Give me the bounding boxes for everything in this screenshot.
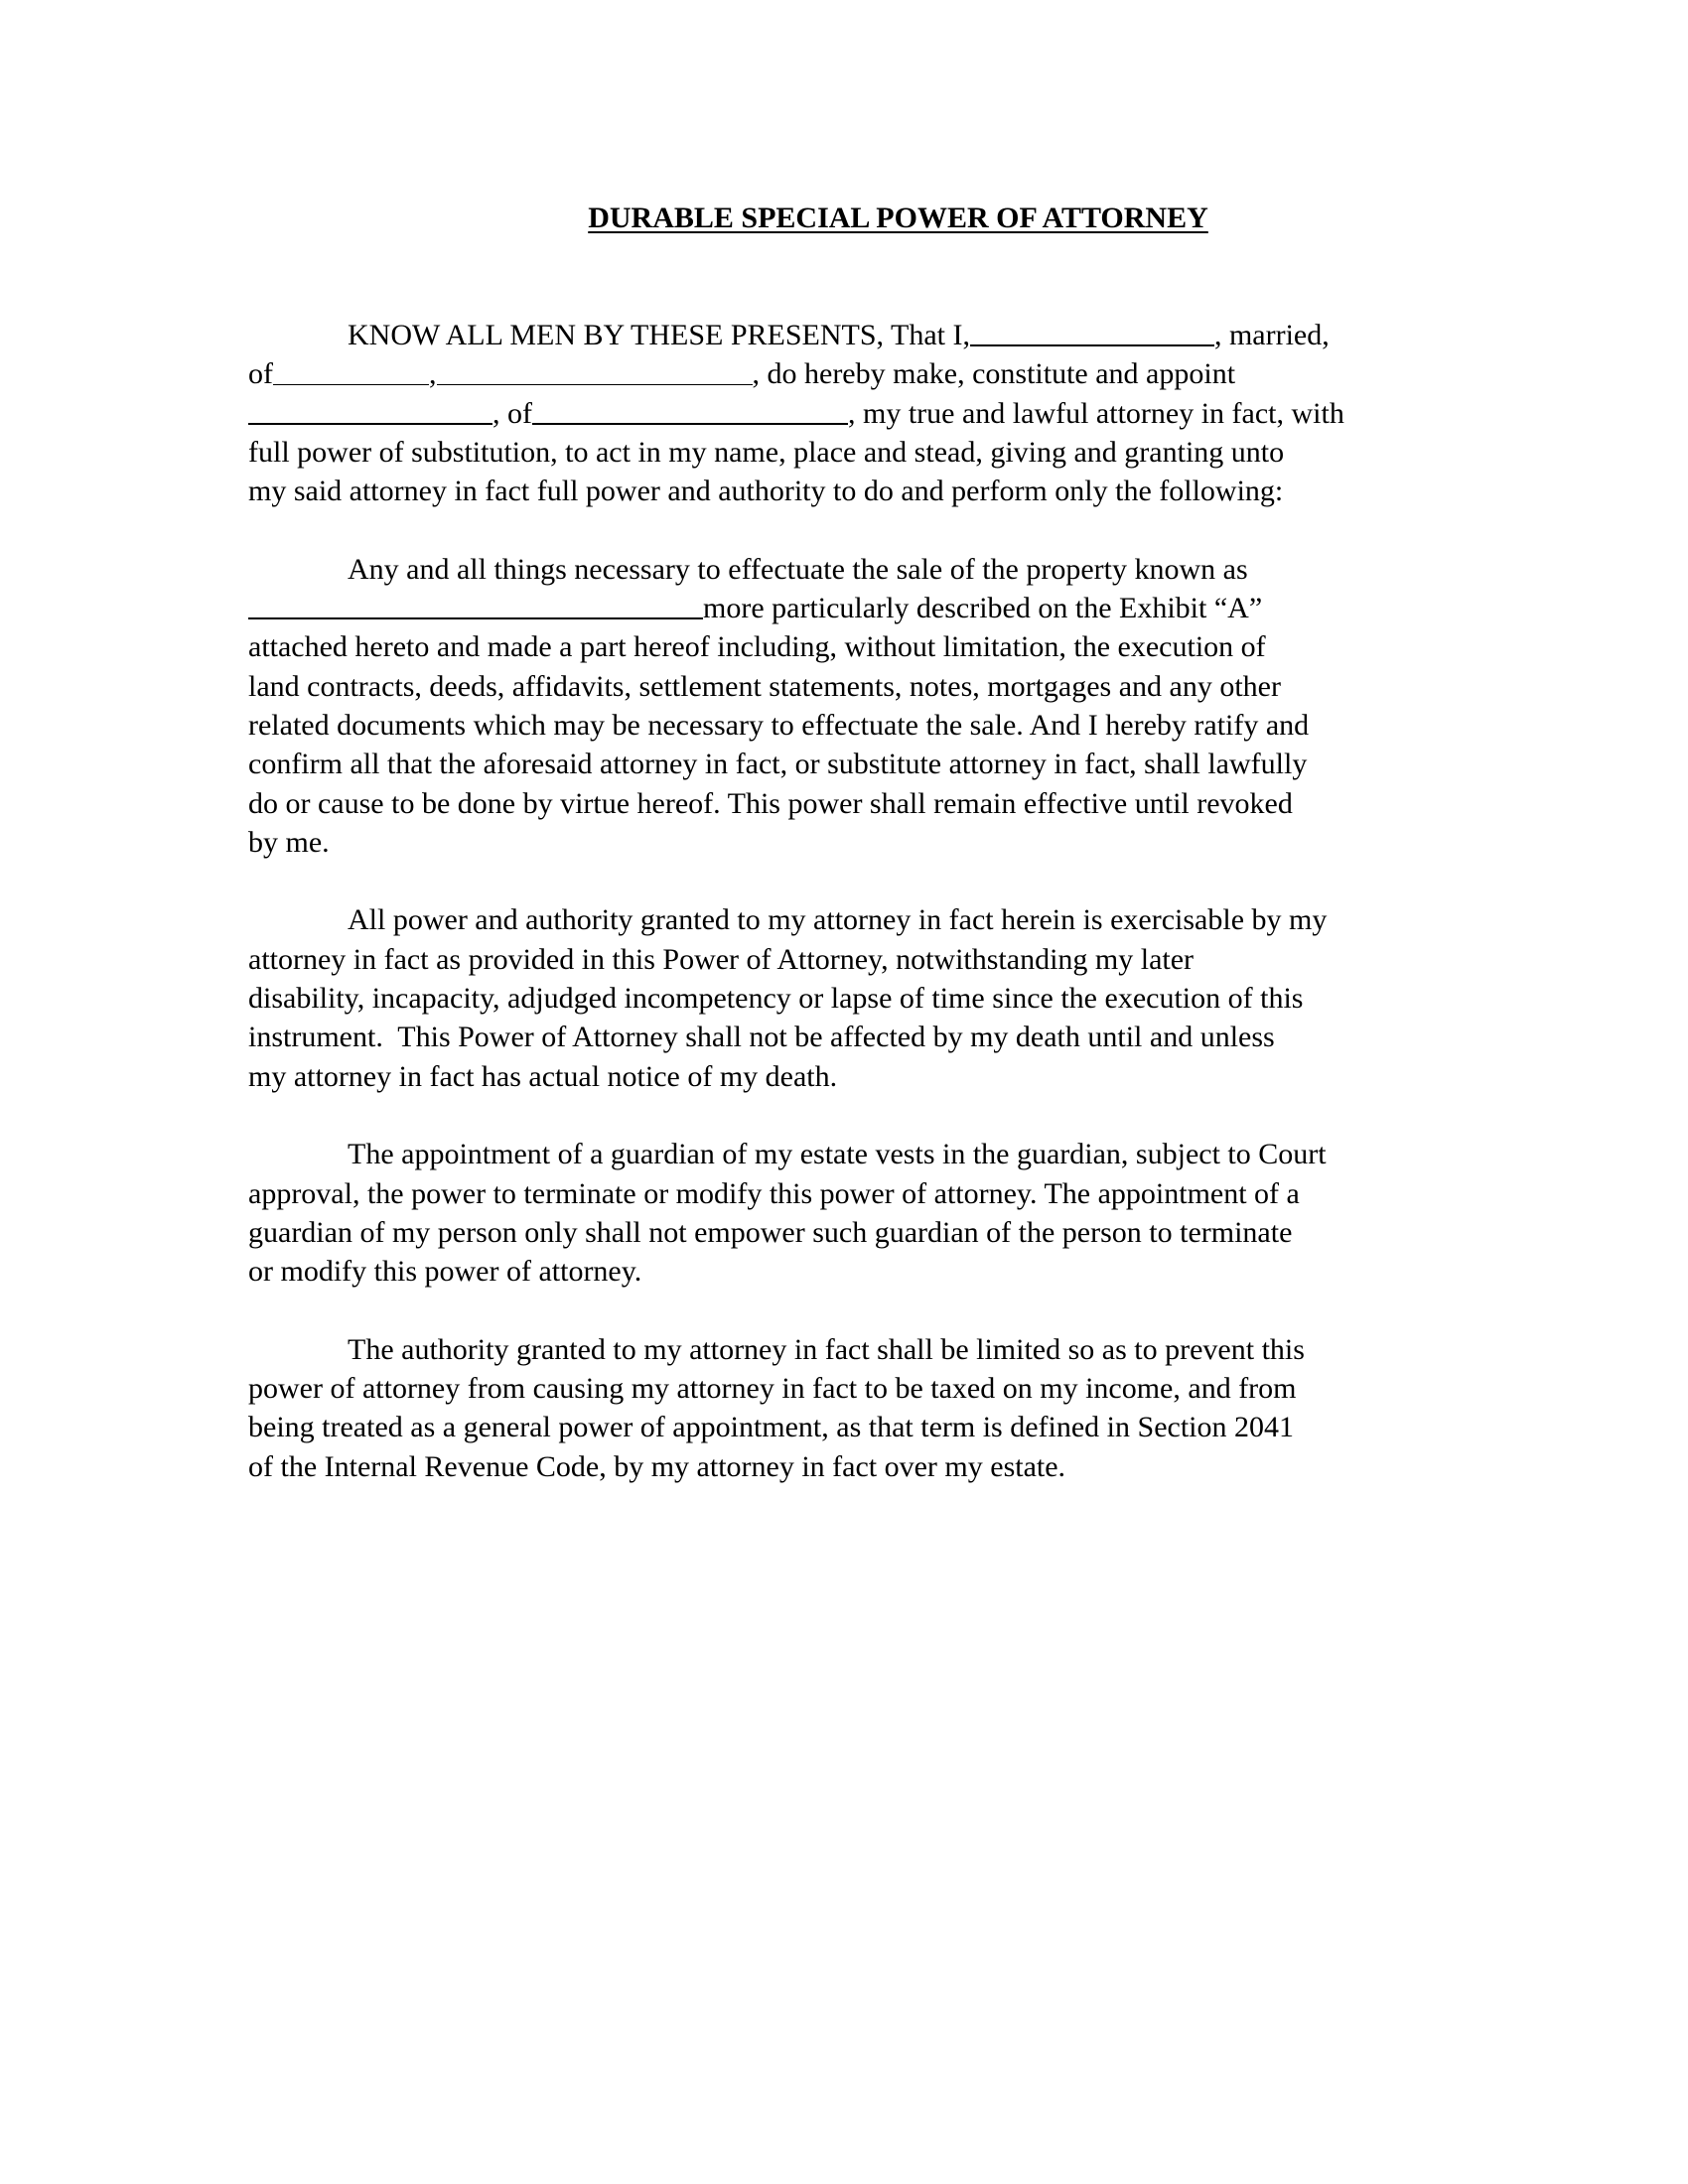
principal-name-blank[interactable] xyxy=(970,320,1214,346)
text-line: attorney in fact as provided in this Power of Attorney, notwithstanding my later xyxy=(248,942,1195,976)
text-line: KNOW ALL MEN BY THESE PRESENTS, That I, , married, xyxy=(348,319,1330,351)
text-line: related documents which may be necessary to effectuate the sale. And I hereby ratify and xyxy=(248,708,1310,742)
attorney-address-blank[interactable] xyxy=(532,398,848,425)
paragraph-guardian xyxy=(248,1135,1440,1291)
text-line: my said attorney in fact full power and authority to do and perform only the following: xyxy=(248,475,1284,508)
text-line: disability, incapacity, adjudged incompetency or lapse of time since the execution of this xyxy=(248,982,1304,1016)
property-description-blank[interactable] xyxy=(248,593,703,619)
paragraph-durability xyxy=(248,900,1440,1095)
attorney-name-blank[interactable] xyxy=(248,398,492,425)
text-line: full power of substitution, to act in my name, place and stead, giving and granting unto xyxy=(248,435,1285,469)
text-line: The authority granted to my attorney in fact shall be limited so as to prevent this xyxy=(348,1332,1305,1366)
text-line: All power and authority granted to my attorney in fact herein is exercisable by my xyxy=(348,903,1328,937)
text-line: do or cause to be done by virtue hereof. This power shall remain effective until revoked xyxy=(248,786,1293,820)
text-line: of , , do hereby make, constitute and appoint xyxy=(248,357,1236,391)
text-line: confirm all that the aforesaid attorney in fact, or substitute attorney in fact, shall lawfully xyxy=(248,748,1308,781)
document-title: DURABLE SPECIAL POWER OF ATTORNEY xyxy=(588,202,1208,234)
text-line: more particularly described on the Exhibit “A” xyxy=(248,589,1440,627)
text-line: my attorney in fact has actual notice of my death. xyxy=(248,1059,838,1093)
text-line: of the Internal Revenue Code, by my attorney in fact over my estate. xyxy=(248,1449,1066,1483)
text-line: land contracts, deeds, affidavits, settlement statements, notes, mortgages and any other xyxy=(248,669,1281,703)
text-line: approval, the power to terminate or modify this power of attorney. The appointment of a xyxy=(248,1176,1300,1210)
text-line: instrument. This Power of Attorney shall not be affected by my death until and unless xyxy=(248,1021,1275,1054)
paragraph-powers xyxy=(248,550,1440,862)
text-line: The appointment of a guardian of my estate vests in the guardian, subject to Court xyxy=(348,1138,1327,1171)
text-line: attached hereto and made a part hereof including, without limitation, the execution of xyxy=(248,630,1266,664)
principal-county-blank[interactable] xyxy=(437,359,753,385)
text-line: by me. xyxy=(248,825,330,859)
principal-city-blank[interactable] xyxy=(273,359,429,385)
paragraph-tax-limitation xyxy=(248,1330,1440,1486)
text-line: Any and all things necessary to effectuate the sale of the property known as xyxy=(348,552,1248,586)
text-line: being treated as a general power of appointment, as that term is defined in Section 2041 xyxy=(248,1411,1295,1444)
paragraph-appointment xyxy=(248,316,1440,510)
text-line: , of , my true and lawful attorney in fact, with xyxy=(248,394,1440,433)
document-body xyxy=(248,316,1440,1525)
text-line: power of attorney from causing my attorney in fact to be taxed on my income, and from xyxy=(248,1372,1297,1406)
text-line: or modify this power of attorney. xyxy=(248,1255,642,1289)
text-line: guardian of my person only shall not empower such guardian of the person to terminate xyxy=(248,1215,1293,1249)
